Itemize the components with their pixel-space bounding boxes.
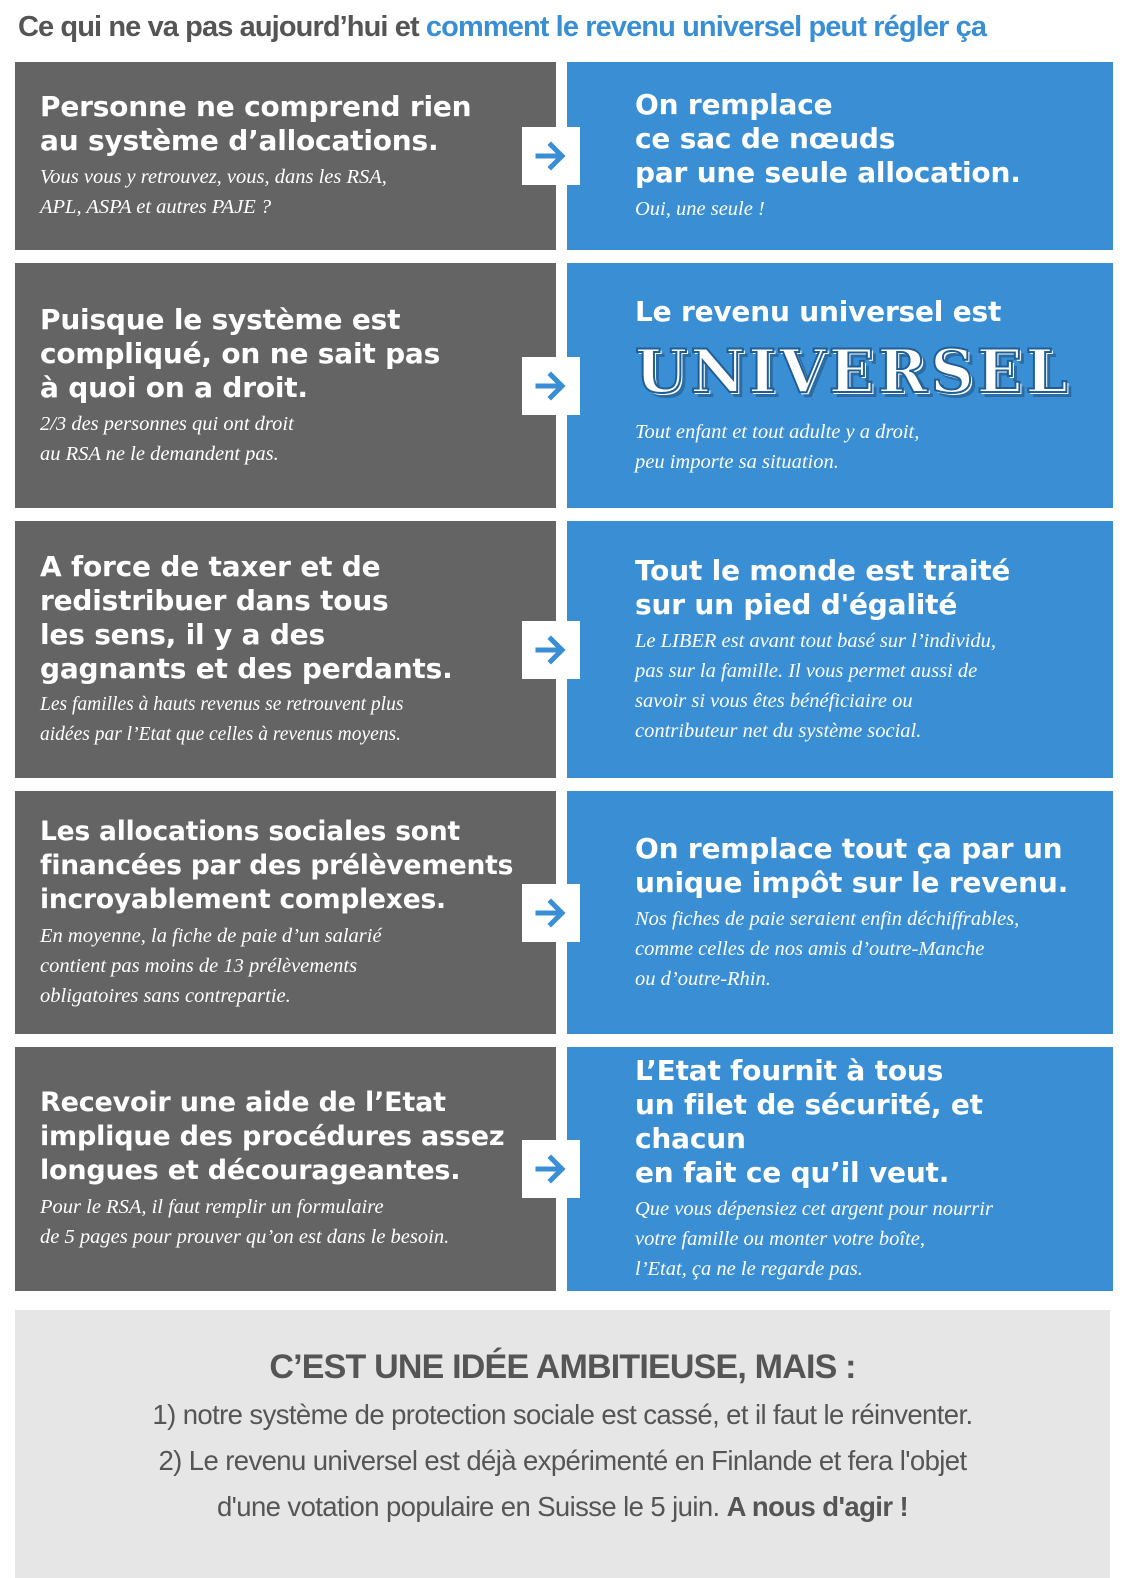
problem-heading: Les allocations sociales sont financées par des prélèvements incroyablement complexes. xyxy=(40,815,514,915)
comparison-row-3 xyxy=(15,521,1110,778)
title-solution-part: comment le revenu universel peut régler ça xyxy=(425,11,987,43)
solution-box xyxy=(567,791,1113,1034)
arrow-right-icon xyxy=(522,357,580,415)
solution-box xyxy=(567,521,1113,778)
problem-detail: Pour le RSA, il faut remplir un formulaire de 5 pages pour prouver qu’on est dans le besoin. xyxy=(40,1196,450,1248)
solution-detail: Tout enfant et tout adulte y a droit, peu importe sa situation. xyxy=(635,420,920,473)
problem-detail: En moyenne, la fiche de paie d’un salarié contient pas moins de 13 prélèvements obligatoires sans contrepartie. xyxy=(40,924,382,1007)
problem-box xyxy=(15,263,556,508)
arrow-right-icon xyxy=(522,621,580,679)
problem-detail: Vous vous y retrouvez, vous, dans les RSA, APL, ASPA et autres PAJE ? xyxy=(40,166,387,218)
arrow-right-icon xyxy=(522,884,580,942)
solution-detail: Que vous dépensiez cet argent pour nourrir votre famille ou monter votre boîte, l’Etat, ça ne le regarde pas. xyxy=(635,1198,993,1280)
solution-heading: On remplace tout ça par un unique impôt sur le revenu. xyxy=(635,831,1069,899)
solution-heading: On remplace ce sac de nœuds par une seule allocation. xyxy=(635,88,1021,189)
solution-heading: L’Etat fournit à tous un filet de sécurité, et chacun en fait ce qu’il veut. xyxy=(635,1054,983,1189)
solution-detail: Nos fiches de paie seraient enfin déchiffrables, comme celles de nos amis d’outre-Manche ou d’outre-Rhin. xyxy=(635,907,1020,990)
universel-display-word: UNIVERSEL xyxy=(635,336,1071,407)
problem-box xyxy=(15,521,556,778)
problem-heading: Puisque le système est compliqué, on ne sait pas à quoi on a droit. xyxy=(40,302,441,404)
conclusion-title: C’EST UNE IDÉE AMBITIEUSE, MAIS : xyxy=(269,1348,856,1386)
solution-detail: Le LIBER est avant tout basé sur l’individu, pas sur la famille. Il vous permet aussi de savoir si vous êtes bénéficiaire ou contributeur net du système social. xyxy=(635,629,996,742)
call-to-action: A nous d'agir ! xyxy=(726,1491,909,1522)
conclusion-point-1: 1) notre système de protection sociale est cassé, et il faut le réinventer. xyxy=(152,1399,973,1430)
solution-detail: Oui, une seule ! xyxy=(635,198,765,220)
comparison-row-5 xyxy=(15,1047,1110,1291)
problem-heading: Recevoir une aide de l’Etat implique des procédures assez longues et décourageantes. xyxy=(40,1087,505,1186)
arrow-right-icon xyxy=(522,127,580,185)
problem-box xyxy=(15,62,556,250)
comparison-row-1 xyxy=(15,62,1110,250)
conclusion-point-2: 2) Le revenu universel est déjà expérimenté en Finlande et fera l'objet xyxy=(158,1445,967,1476)
conclusion-point-2-continued xyxy=(15,1484,1110,1530)
problem-heading: Personne ne comprend rien au système d’allocations. xyxy=(40,90,472,157)
solution-heading: Tout le monde est traité sur un pied d'égalité xyxy=(635,553,1011,621)
infographic-title xyxy=(18,4,1118,50)
solution-heading: Le revenu universel est xyxy=(635,294,1002,328)
problem-detail: Les familles à hauts revenus se retrouvent plus aidées par l’Etat que celles à revenus moyens. xyxy=(40,693,404,745)
conclusion-panel xyxy=(15,1310,1110,1578)
problem-box xyxy=(15,1047,556,1291)
arrow-right-icon xyxy=(522,1140,580,1198)
problem-detail: 2/3 des personnes qui ont droit au RSA ne le demandent pas. xyxy=(40,412,294,465)
solution-box xyxy=(567,62,1113,250)
comparison-row-2 xyxy=(15,263,1110,508)
conclusion-line-3: d'une votation populaire en Suisse le 5 juin. xyxy=(216,1491,720,1522)
comparison-row-4 xyxy=(15,791,1110,1034)
problem-box xyxy=(15,791,556,1034)
title-problem-part: Ce qui ne va pas aujourd’hui et xyxy=(18,11,419,43)
solution-box xyxy=(567,263,1113,508)
problem-heading: A force de taxer et de redistribuer dans tous les sens, il y a des gagnants et des perdants. xyxy=(40,549,453,685)
solution-box xyxy=(567,1047,1113,1291)
